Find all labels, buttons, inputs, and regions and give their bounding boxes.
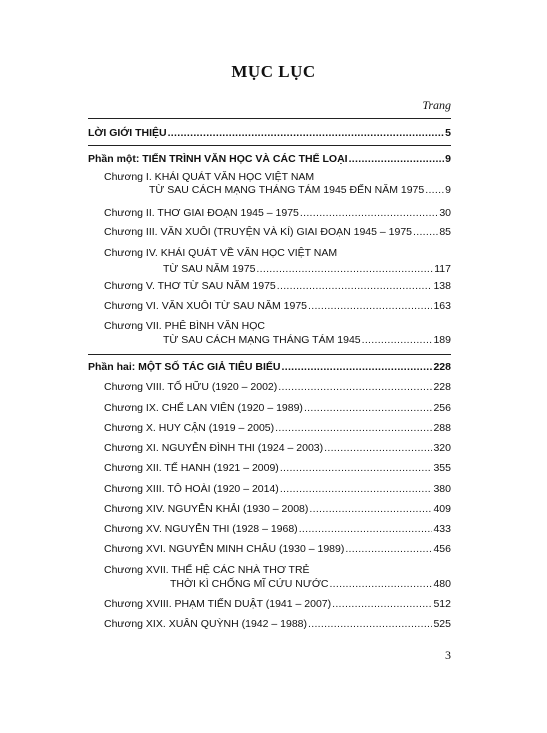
toc-entry-title: Chương VI. VĂN XUÔI TỪ SAU NĂM 1975: [104, 300, 308, 312]
toc-entry-chuong-10[interactable]: [104, 422, 451, 435]
toc-entry-page: 189: [433, 334, 451, 346]
toc-entry-page: 9: [445, 184, 451, 196]
toc-entry-title: TỪ SAU CÁCH MẠNG THÁNG TÁM 1945: [163, 334, 361, 346]
dot-leader: [308, 618, 432, 631]
dot-leader: [275, 422, 432, 435]
toc-entry-chuong-15[interactable]: [104, 523, 451, 536]
toc-entry-title: TỪ SAU NĂM 1975: [163, 263, 256, 275]
dot-leader: [277, 280, 433, 293]
dot-leader: [280, 483, 433, 496]
toc-entry-page: 433: [433, 523, 451, 535]
toc-entry-chuong-11[interactable]: [104, 442, 451, 455]
toc-entry-chuong-18[interactable]: [104, 598, 451, 611]
dot-leader: [299, 523, 433, 536]
toc-entry-chuong-6[interactable]: [104, 300, 451, 313]
dot-leader: [300, 207, 438, 220]
page-number: 3: [445, 648, 451, 662]
toc-entry-phan-hai[interactable]: [88, 361, 451, 374]
toc-entry-page: 5: [445, 127, 451, 139]
dot-leader: [168, 127, 445, 140]
toc-entry-page: 456: [433, 543, 451, 555]
toc-entry-page: 256: [433, 402, 451, 414]
dot-leader: [256, 263, 433, 276]
toc-entry-chuong-12[interactable]: [104, 462, 451, 475]
toc-entry-title: Phần hai: MỘT SỐ TÁC GIẢ TIÊU BIỂU: [88, 361, 281, 373]
dot-leader: [413, 226, 438, 239]
toc-entry-title-line1: Chương I. KHÁI QUÁT VĂN HỌC VIỆT NAM: [104, 171, 315, 183]
dot-leader: [362, 334, 433, 347]
toc-entry-loi-gioi-thieu[interactable]: [88, 127, 451, 140]
toc-entry-title: THỜI KÌ CHỐNG MĨ CỨU NƯỚC: [170, 578, 329, 590]
toc-entry-title-line1: Chương XVII. THẾ HỆ CÁC NHÀ THƠ TRẺ: [104, 564, 310, 576]
toc-entry-title: Phần một: TIẾN TRÌNH VĂN HỌC VÀ CÁC THỂ LOẠI: [88, 153, 348, 165]
dot-leader: [309, 503, 432, 516]
section-divider: [88, 145, 451, 146]
dot-leader: [278, 381, 432, 394]
toc-entry-title: Chương XI. NGUYỄN ĐÌNH THI (1924 – 2003): [104, 442, 324, 454]
toc-entry-phan-mot[interactable]: [88, 153, 451, 166]
toc-entry-chuong-19[interactable]: [104, 618, 451, 631]
toc-entry-title: Chương VIII. TỐ HỮU (1920 – 2002): [104, 381, 278, 393]
toc-entry-title: Chương XVIII. PHẠM TIẾN DUẬT (1941 – 2007): [104, 598, 332, 610]
dot-leader: [324, 442, 432, 455]
toc-entry-chuong-9[interactable]: [104, 402, 451, 415]
toc-entry-title-line1: Chương VII. PHÊ BÌNH VĂN HỌC: [104, 320, 265, 332]
toc-entry-chuong-17[interactable]: [104, 564, 451, 591]
toc-entry-chuong-8[interactable]: [104, 381, 451, 394]
toc-entry-title: Chương XIV. NGUYỄN KHẢI (1930 – 2008): [104, 503, 309, 515]
toc-entry-chuong-13[interactable]: [104, 483, 451, 496]
toc-entry-title: Chương V. THƠ TỪ SAU NĂM 1975: [104, 280, 276, 292]
toc-entry-title: Chương XIII. TÔ HOÀI (1920 – 2014): [104, 483, 279, 495]
toc-entry-title: Chương XVI. NGUYỄN MINH CHÂU (1930 – 1989): [104, 543, 345, 555]
toc-entry-chuong-14[interactable]: [104, 503, 451, 516]
toc-entry-title: Chương III. VĂN XUÔI (TRUYỆN VÀ KÍ) GIAI ĐOẠN 1945 – 1975: [104, 226, 413, 238]
toc-entry-page: 320: [433, 442, 451, 454]
page-column-label: Trang: [422, 98, 451, 112]
toc-entry-chuong-3[interactable]: [104, 226, 451, 239]
dot-leader: [280, 462, 433, 475]
toc-entry-page: 138: [433, 280, 451, 292]
toc-entry-page: 409: [433, 503, 451, 515]
toc-entry-page: 30: [439, 207, 451, 219]
dot-leader: [349, 153, 445, 166]
toc-entry-chuong-4[interactable]: [104, 247, 451, 276]
dot-leader: [345, 543, 432, 556]
toc-entry-page: 117: [434, 263, 451, 275]
dot-leader: [282, 361, 433, 374]
toc-entry-page: 288: [433, 422, 451, 434]
toc-entry-title: TỪ SAU CÁCH MẠNG THÁNG TÁM 1945 ĐẾN NĂM 1975: [149, 184, 425, 196]
toc-entry-page: 355: [433, 462, 451, 474]
toc-entry-page: 9: [445, 153, 451, 165]
toc-entry-title: Chương XII. TẾ HANH (1921 – 2009): [104, 462, 279, 474]
dot-leader: [308, 300, 432, 313]
dot-leader: [304, 402, 433, 415]
toc-entry-chuong-2[interactable]: [104, 207, 451, 220]
dot-leader: [332, 598, 432, 611]
toc-entry-title: Chương IX. CHẾ LAN VIÊN (1920 – 1989): [104, 402, 303, 414]
toc-entry-chuong-5[interactable]: [104, 280, 451, 293]
toc-entry-title: LỜI GIỚI THIỆU: [88, 127, 167, 139]
page-title: MỤC LỤC: [231, 62, 316, 81]
toc-entry-page: 228: [433, 361, 451, 373]
toc-entry-title: Chương XV. NGUYỄN THI (1928 – 1968): [104, 523, 298, 535]
toc-entry-page: 85: [439, 226, 451, 238]
toc-entry-chuong-7[interactable]: [104, 320, 451, 347]
top-divider: [88, 118, 451, 119]
toc-entry-page: 380: [433, 483, 451, 495]
toc-entry-page: 228: [433, 381, 451, 393]
toc-entry-page: 480: [433, 578, 451, 590]
toc-entry-title: Chương X. HUY CẬN (1919 – 2005): [104, 422, 275, 434]
toc-entry-page: 525: [433, 618, 451, 630]
toc-entry-chuong-1[interactable]: [104, 171, 451, 197]
dot-leader: [329, 578, 432, 591]
toc-entry-page: 163: [433, 300, 451, 312]
toc-entry-title-line1: Chương IV. KHÁI QUÁT VỀ VĂN HỌC VIỆT NAM: [104, 247, 338, 259]
toc-entry-chuong-16[interactable]: [104, 543, 451, 556]
toc-entry-title: Chương II. THƠ GIAI ĐOẠN 1945 – 1975: [104, 207, 299, 219]
section-divider: [88, 354, 451, 355]
toc-entry-title: Chương XIX. XUÂN QUỲNH (1942 – 1988): [104, 618, 308, 630]
toc-entry-page: 512: [433, 598, 451, 610]
dot-leader: [425, 184, 444, 197]
